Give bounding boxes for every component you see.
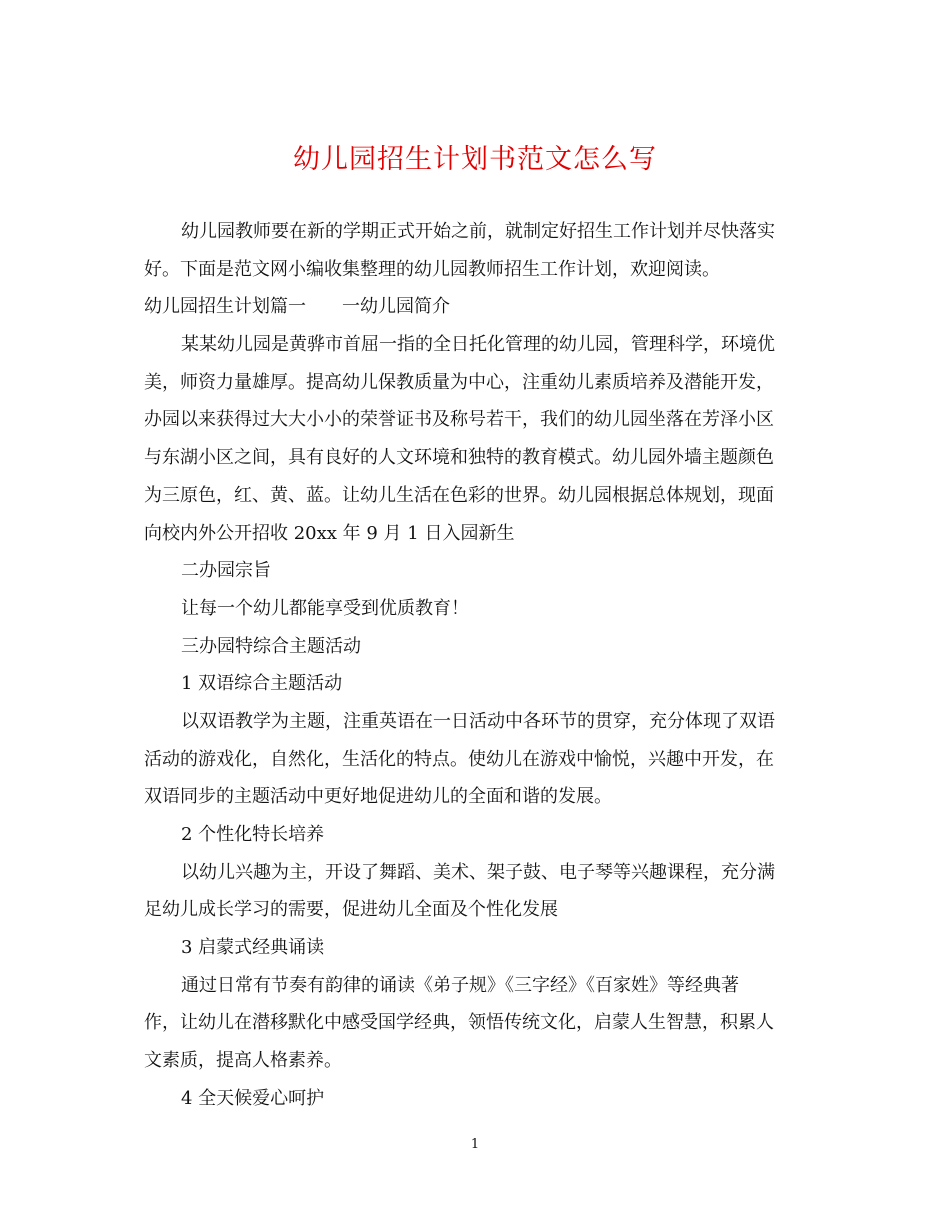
paragraph-line: 双语同步的主题活动中更好地促进幼儿的全面和谐的发展。 <box>144 786 612 808</box>
subsection-heading: 2 个性化特长培养 <box>181 824 325 845</box>
paragraph-line: 文素质，提高人格素养。 <box>144 1050 342 1072</box>
paragraph-line: 美，师资力量雄厚。提高幼儿保教质量为中心，注重幼儿素质培养及潜能开发， <box>144 371 774 393</box>
paragraph-line: 活动的游戏化，自然化，生活化的特点。使幼儿在游戏中愉悦，兴趣中开发，在 <box>144 748 774 770</box>
paragraph-line: 办园以来获得过大大小小的荣誉证书及称号若干，我们的幼儿园坐落在芳泽小区 <box>144 409 774 431</box>
paragraph-line: 作，让幼儿在潜移默化中感受国学经典，领悟传统文化，启蒙人生智慧，积累人 <box>144 1012 774 1034</box>
paragraph-line: 通过日常有节奏有韵律的诵读《弟子规》《三字经》《百家姓》等经典著 <box>181 974 739 996</box>
paragraph-line: 好。下面是范文网小编收集整理的幼儿园教师招生工作计划，欢迎阅读。 <box>144 258 720 280</box>
subsection-heading: 4 全天候爱心呵护 <box>181 1087 325 1109</box>
document-body <box>144 220 804 1125</box>
paragraph-line: 某某幼儿园是黄骅市首屈一指的全日托化管理的幼儿园，管理科学，环境优 <box>181 334 775 356</box>
paragraph-line: 幼儿园教师要在新的学期正式开始之前，就制定好招生工作计划并尽快落实 <box>181 221 775 242</box>
subsection-heading: 1 双语综合主题活动 <box>181 673 343 695</box>
section-heading: 三办园特综合主题活动 <box>181 635 361 657</box>
paragraph-line: 以幼儿兴趣为主，开设了舞蹈、美术、架子鼓、电子琴等兴趣课程，充分满 <box>181 861 775 883</box>
paragraph-line: 与东湖小区之间，具有良好的人文环境和独特的教育模式。幼儿园外墙主题颜色 <box>144 447 774 469</box>
page-number: 1 <box>470 1137 480 1152</box>
section-heading: 幼儿园招生计划篇一 一幼儿园简介 <box>144 296 450 318</box>
paragraph-line: 以双语教学为主题，注重英语在一日活动中各环节的贯穿，充分体现了双语 <box>181 710 775 732</box>
paragraph-line: 足幼儿成长学习的需要，促进幼儿全面及个性化发展 <box>144 899 558 921</box>
subsection-heading: 3 启蒙式经典诵读 <box>181 937 325 959</box>
document-title: 幼儿园招生计划书范文怎么写 <box>293 144 657 175</box>
paragraph-line: 为三原色，红、黄、蓝。让幼儿生活在色彩的世界。幼儿园根据总体规划，现面 <box>144 484 774 506</box>
section-heading: 二办园宗旨 <box>181 560 271 582</box>
paragraph-line: 让每一个幼儿都能享受到优质教育！ <box>181 597 469 619</box>
paragraph-line: 向校内外公开招收 20xx 年 9 月 1 日入园新生 <box>144 522 515 544</box>
